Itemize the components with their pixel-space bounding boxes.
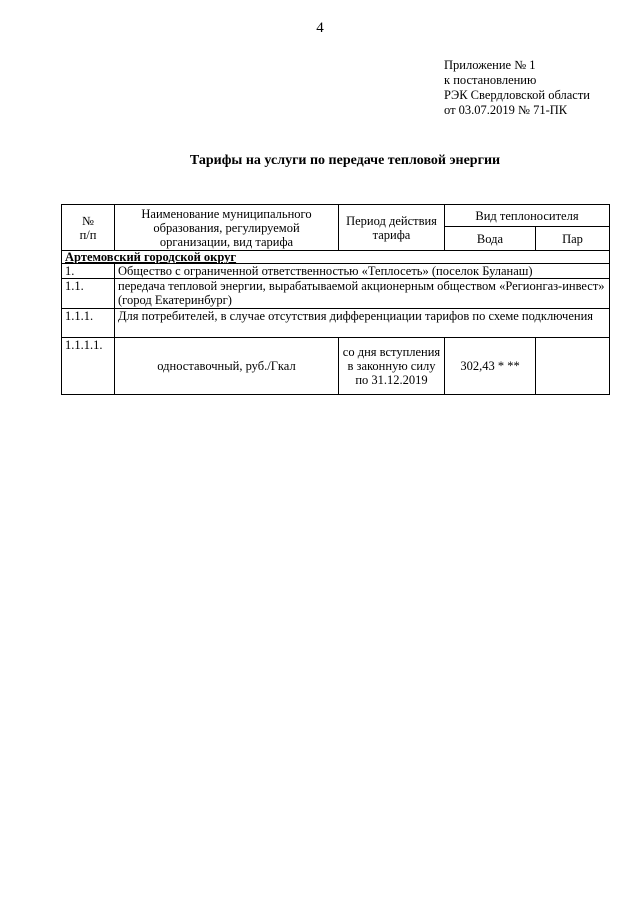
appendix-line-1: Приложение № 1 <box>444 58 536 72</box>
page-number: 4 <box>316 20 324 36</box>
row-text: передача тепловой энергии, вырабатываемой акционерным обществом «Регионгаз-инвест» (город Екатеринбург) <box>115 279 610 309</box>
row-text: Для потребителей, в случае отсутствия дифференциации тарифов по схеме подключения <box>115 309 610 338</box>
appendix-reference <box>444 58 590 118</box>
header-water: Вода <box>445 227 536 251</box>
tariff-steam-value <box>536 338 610 395</box>
tariff-number: 1.1.1.1. <box>62 338 115 395</box>
tariff-row <box>62 338 610 395</box>
header-number-line-1: № <box>82 213 94 228</box>
header-number <box>62 205 115 251</box>
region-name: Артемовский городской округ <box>62 251 610 264</box>
document-title: Тарифы на услуги по передаче тепловой энергии <box>189 153 501 168</box>
appendix-line-3: РЭК Свердловской области <box>444 88 590 102</box>
header-period: Период действия тарифа <box>339 205 445 251</box>
header-number-line-2: п/п <box>79 227 97 242</box>
tariff-period: со дня вступления в законную силу по 31.12.2019 <box>339 338 445 395</box>
table-row <box>62 309 610 338</box>
tariff-water-value: 302,43 * ** <box>445 338 536 395</box>
region-row <box>62 251 610 264</box>
header-steam: Пар <box>536 227 610 251</box>
tariff-table <box>61 204 610 395</box>
row-number: 1.1.1. <box>62 309 115 338</box>
header-name: Наименование муниципального образования, регулируемой организации, вид тарифа <box>115 205 339 251</box>
appendix-line-2: к постановлению <box>444 73 537 87</box>
tariff-name: одноставочный, руб./Гкал <box>115 338 339 395</box>
table-row <box>62 264 610 279</box>
row-text: Общество с ограниченной ответственностью «Теплосеть» (поселок Буланаш) <box>115 264 610 279</box>
table-row <box>62 279 610 309</box>
row-number: 1. <box>62 264 115 279</box>
row-number: 1.1. <box>62 279 115 309</box>
appendix-line-4: от 03.07.2019 № 71-ПК <box>444 103 568 117</box>
table-header-row <box>62 205 610 227</box>
header-carrier: Вид теплоносителя <box>445 205 610 227</box>
